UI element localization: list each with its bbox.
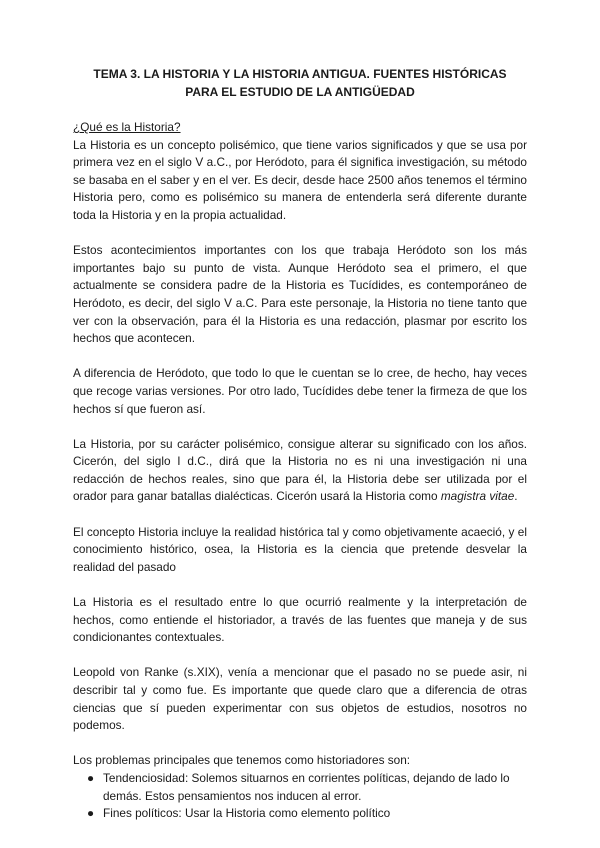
paragraph-6: La Historia es el resultado entre lo que ocurrió realmente y la interpretación de hechos, como entiende el historiador, a través de las fuentes que maneja y de sus condicionantes contextuales. (73, 595, 527, 645)
bullet-text-2: Fines políticos: Usar la Historia como elemento político (103, 806, 391, 821)
title-line-2: PARA EL ESTUDIO DE LA ANTIGÜEDAD (185, 84, 415, 99)
list-item (73, 805, 527, 823)
bullet-icon: ● (87, 806, 95, 821)
paragraph-2: Estos acontecimientos importantes con los que trabaja Heródoto son los más importantes bajo su punto de vista. Aunque Heródoto sea el primero, el que actualmente se considera padre de la Historia es Tucídides, es contemporáneo de Heródoto, es decir, del siglo V a.C. Para este personaje, la Historia no tiene tanto que ver con la observación, para él la Historia es una redacción, plasmar por escrito los hechos que acontecen. (73, 243, 527, 346)
paragraph-8: Los problemas principales que tenemos como historiadores son: (73, 753, 411, 768)
bullet-icon: ● (87, 770, 95, 785)
document-page (73, 66, 527, 823)
document-title (73, 66, 527, 101)
paragraph-3: A diferencia de Heródoto, que todo lo que le cuentan se lo cree, de hecho, hay veces que recoge varias versiones. Por otro lado, Tucídides debe tener la firmeza de que los hechos sí que fueron así. (73, 366, 527, 416)
bullet-text-1: Tendenciosidad: Solemos situarnos en corrientes políticas, dejando de lado lo demás. Estos pensamientos nos inducen al error. (103, 770, 510, 803)
italic-phrase: magistra vitae (440, 489, 515, 504)
paragraph-1: La Historia es un concepto polisémico, que tiene varios significados y que se usa por primera vez en el siglo V a.C., por Heródoto, para él significa investigación, su método se basaba en el saber y en el ver. Es decir, desde hace 2500 años tenemos el término Historia pero, como es polisémico su manera de entenderla será diferente durante toda la Historia y en la propia actualidad. (73, 137, 527, 222)
paragraph-4-text: La Historia, por su carácter polisémico, consigue alterar su significado con los años. Cicerón, del siglo I d.C., dirá que la Historia no es ni una investigación ni una redacción de hechos reales, sino que para él, la Historia debe ser utilizada por el orador para ganar batallas dialécticas. Cicerón usará la Historia como (73, 436, 527, 504)
section-subtitle: ¿Qué es la Historia? (73, 120, 181, 134)
paragraph-4 (73, 436, 527, 506)
italic-suffix: . (514, 489, 518, 504)
bullet-list (73, 770, 527, 823)
list-item (73, 770, 527, 805)
paragraph-5: El concepto Historia incluye la realidad histórica tal y como objetivamente acaeció, y el conocimiento histórico, osea, la Historia es la ciencia que pretende desvelar la realidad del pasado (73, 524, 527, 574)
paragraph-7: Leopold von Ranke (s.XIX), venía a mencionar que el pasado no se puede asir, ni describir tal y como fue. Es importante que quede claro que a diferencia de otras ciencias que sí pueden experimentar con sus objetos de estudios, nosotros no podemos. (73, 665, 527, 733)
title-line-1: TEMA 3. LA HISTORIA Y LA HISTORIA ANTIGUA. FUENTES HISTÓRICAS (93, 67, 507, 81)
